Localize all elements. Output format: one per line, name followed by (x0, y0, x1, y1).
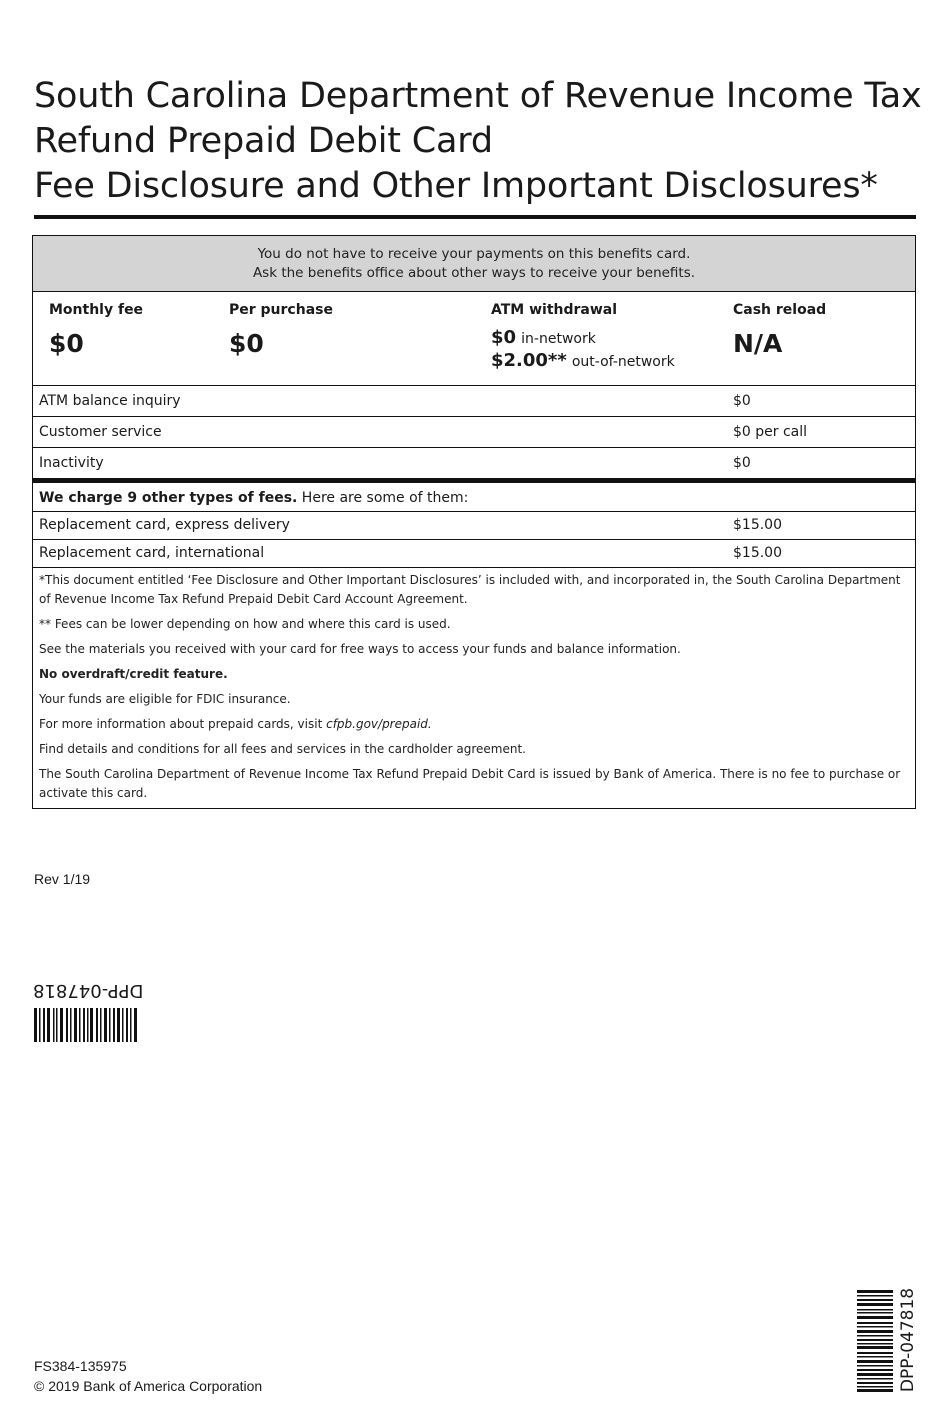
fee-amount: $0 (733, 455, 751, 471)
other-fees-lead-bold: We charge 9 other types of fees. (39, 490, 298, 506)
fee-row (33, 417, 915, 448)
fee-amount: $0 (733, 393, 751, 409)
other-fee-row (33, 540, 915, 568)
atm-withdrawal-cell (491, 302, 675, 373)
atm-in-network-value: $0 (491, 327, 517, 348)
fee-label: ATM balance inquiry (39, 393, 181, 409)
note-details: Find details and conditions for all fees and services in the cardholder agreement. (39, 742, 526, 756)
fee-label: Customer service (39, 424, 162, 440)
document-code-inverted: DPP-047818 (33, 980, 144, 1001)
title-line-1: South Carolina Department of Revenue Income Tax (34, 76, 922, 116)
note-no-overdraft: No overdraft/credit feature. (39, 667, 228, 681)
per-purchase-label: Per purchase (229, 302, 333, 318)
cash-reload-value: N/A (733, 329, 783, 358)
atm-out-network-value: $2.00** (491, 350, 567, 371)
cfpb-link[interactable]: cfpb.gov/prepaid. (326, 717, 432, 731)
other-fees-heading (33, 483, 915, 512)
title-line-2: Refund Prepaid Debit Card (34, 121, 493, 161)
note-fdic: Your funds are eligible for FDIC insurance. (39, 692, 291, 706)
note-issuer: The South Carolina Department of Revenue Income Tax Refund Prepaid Debit Card is issued by Bank of America. There is no fee to purchase or activate this card. (39, 767, 901, 800)
per-purchase-value: $0 (229, 329, 264, 358)
fee-row (33, 448, 915, 483)
note-more-info (39, 715, 901, 734)
note-more-info-text: For more information about prepaid cards, visit (39, 717, 327, 731)
footer (34, 1356, 262, 1396)
other-fee-amount: $15.00 (733, 545, 782, 561)
note-fees-lower: ** Fees can be lower depending on how and where this card is used. (39, 617, 451, 631)
main-fees-row (33, 292, 915, 386)
other-fees-lead-rest: Here are some of them: (301, 490, 469, 506)
note-materials: See the materials you received with your card for free ways to access your funds and balance information. (39, 642, 681, 656)
other-fee-row (33, 512, 915, 540)
note-document-entitled: *This document entitled ‘Fee Disclosure and Other Important Disclosures’ is included with, and incorporated in, the South Carolina Department of Revenue Income Tax Refund Prepaid Debit Card Account Agreement. (39, 573, 901, 606)
fee-table (32, 235, 916, 809)
atm-in-network-label: in-network (521, 331, 596, 347)
banner-line-2: Ask the benefits office about other ways to receive your benefits. (252, 265, 696, 281)
disclosure-notes (33, 568, 915, 808)
form-number: FS384-135975 (34, 1358, 127, 1374)
atm-out-network-label: out-of-network (571, 354, 675, 370)
fee-row (33, 386, 915, 417)
cash-reload-label: Cash reload (733, 302, 827, 318)
atm-withdrawal-label: ATM withdrawal (491, 302, 618, 318)
per-purchase-cell (229, 302, 333, 358)
fee-amount: $0 per call (733, 424, 808, 440)
barcode-icon (34, 1008, 138, 1042)
fee-label: Inactivity (39, 455, 104, 471)
barcode-vertical-icon (857, 1290, 893, 1392)
benefits-banner (33, 236, 915, 292)
other-fee-label: Replacement card, express delivery (39, 517, 290, 533)
monthly-fee-cell (49, 302, 143, 358)
revision-label: Rev 1/19 (34, 871, 91, 887)
monthly-fee-label: Monthly fee (49, 302, 144, 318)
other-fee-amount: $15.00 (733, 517, 782, 533)
document-code-vertical: DPP-047818 (898, 1287, 918, 1393)
cash-reload-cell (733, 302, 826, 358)
banner-line-1: You do not have to receive your payments on this benefits card. (257, 246, 691, 262)
other-fee-label: Replacement card, international (39, 545, 265, 561)
title-line-3: Fee Disclosure and Other Important Disclosures* (34, 166, 878, 206)
page-title (34, 74, 922, 209)
monthly-fee-value: $0 (49, 329, 84, 358)
copyright: © 2019 Bank of America Corporation (34, 1378, 263, 1394)
title-divider (34, 215, 916, 219)
